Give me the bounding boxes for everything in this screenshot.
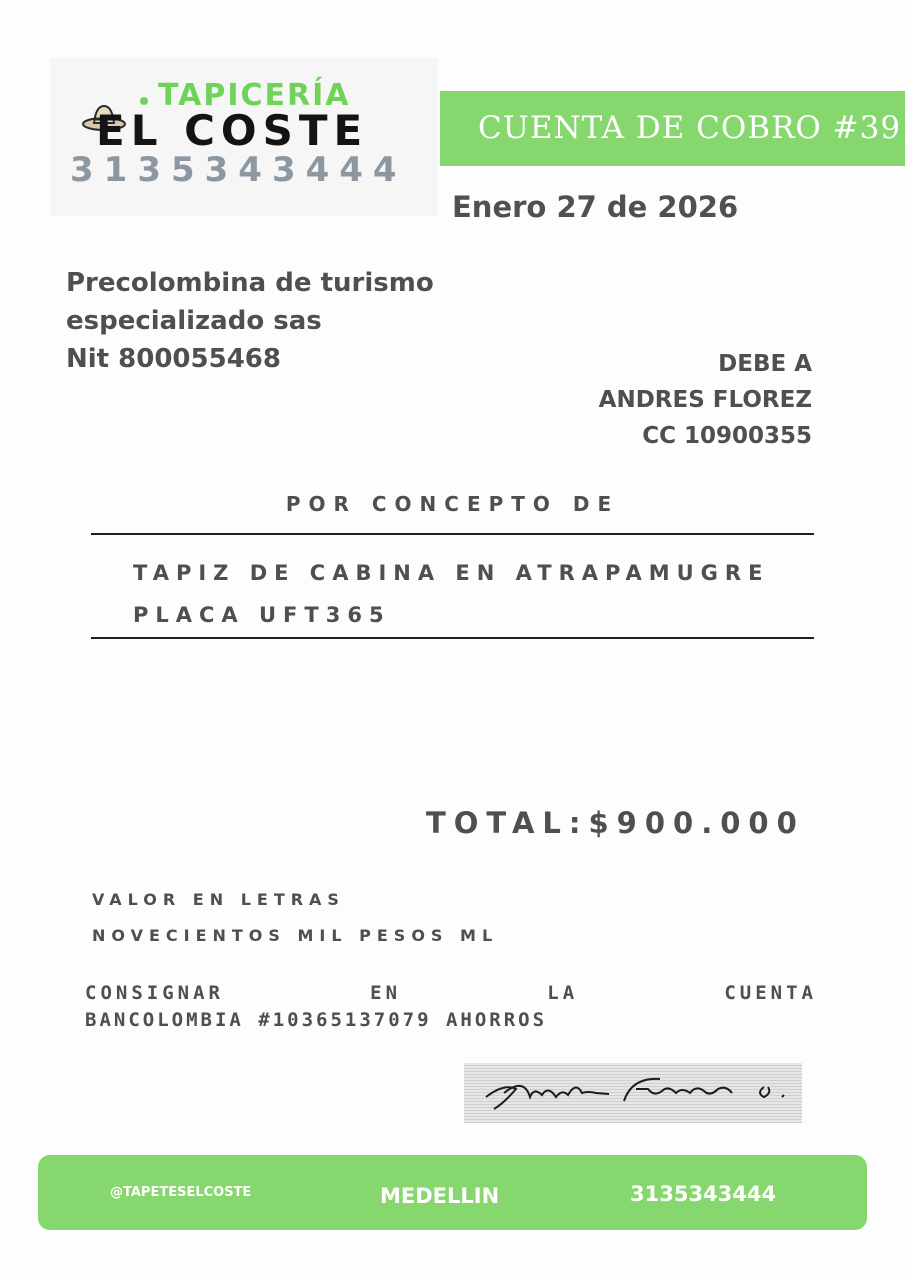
- concept-heading: POR CONCEPTO DE: [285, 492, 620, 516]
- client-name-line1: Precolombina de turismo: [66, 268, 434, 298]
- footer-phone: 3135343444: [630, 1182, 777, 1206]
- footer-city: MEDELLIN: [380, 1184, 500, 1208]
- creditor-label: DEBE A: [718, 351, 812, 377]
- concept-line2: PLACA UFT365: [133, 603, 391, 627]
- payment-word: CONSIGNAR: [85, 982, 224, 1004]
- client-name-line2: especializado sas: [66, 306, 322, 336]
- footer-social-handle: @TAPETESELCOSTE: [110, 1185, 252, 1200]
- amount-words-value: NOVECIENTOS MIL PESOS ML: [92, 926, 499, 945]
- concept-line1: TAPIZ DE CABINA EN ATRAPAMUGRE: [133, 561, 770, 585]
- amount-words-label: VALOR EN LETRAS: [92, 890, 345, 909]
- document-title: CUENTA DE COBRO #39: [478, 110, 902, 146]
- client-nit: Nit 800055468: [66, 344, 281, 374]
- creditor-name: ANDRES FLOREZ: [598, 387, 812, 413]
- signature-image: [464, 1063, 802, 1123]
- logo-main-word: EL COSTE: [96, 106, 369, 155]
- creditor-block: [599, 346, 812, 454]
- amount-words-block: [92, 882, 498, 954]
- concept-top-divider: [91, 533, 814, 535]
- payment-word: LA: [547, 982, 579, 1004]
- concept-body: [133, 552, 769, 636]
- signature-stroke: [464, 1063, 802, 1123]
- payment-line1: [85, 980, 817, 1007]
- payment-word: CUENTA: [724, 982, 817, 1004]
- payment-line2: BANCOLOMBIA #10365137079 AHORROS: [85, 1009, 548, 1031]
- total-amount: TOTAL:$900.000: [426, 806, 805, 840]
- logo-top-word: TAPICERÍA: [158, 78, 351, 113]
- concept-bottom-divider: [91, 637, 814, 639]
- payment-word: EN: [370, 982, 402, 1004]
- document-date: Enero 27 de 2026: [452, 190, 739, 224]
- payment-instructions: [85, 980, 817, 1034]
- client-block: [66, 264, 434, 378]
- creditor-id: CC 10900355: [642, 423, 812, 449]
- logo-dot: [140, 97, 148, 105]
- logo-phone: 3135343444: [70, 150, 407, 190]
